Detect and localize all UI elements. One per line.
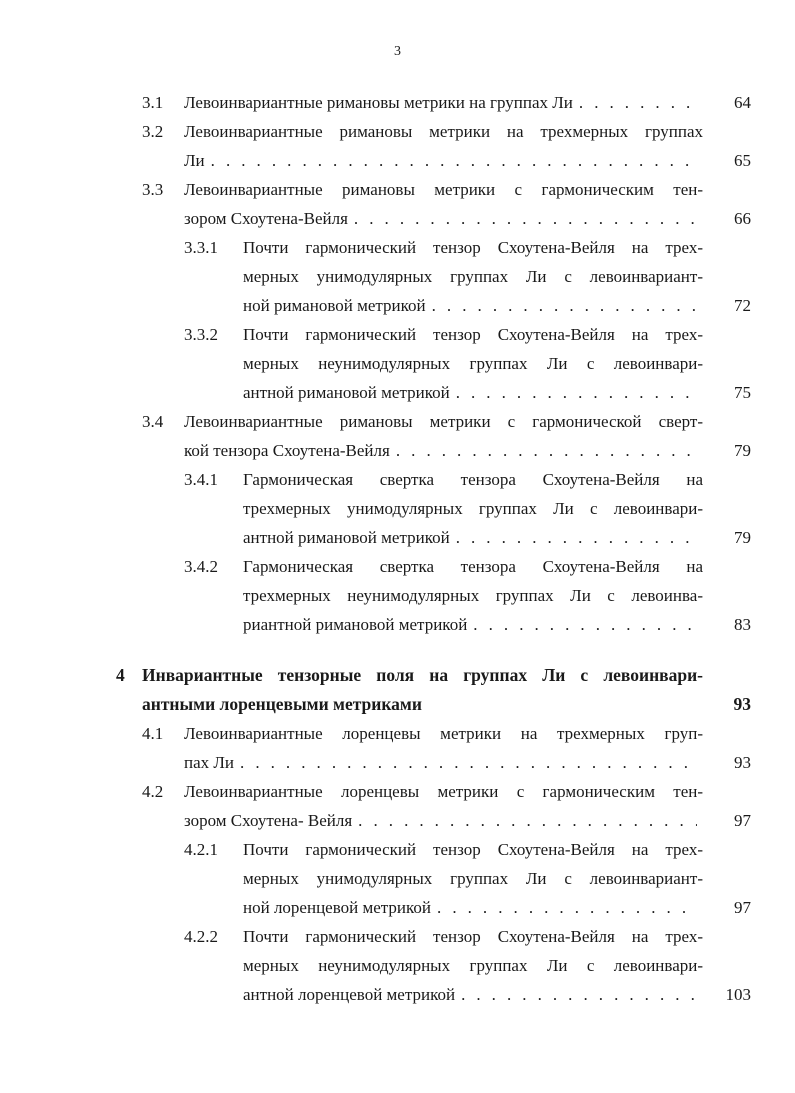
toc-title-line: Почти гармонический тензор Схоутена-Вейля на трех- bbox=[243, 927, 703, 946]
dot-leader bbox=[358, 806, 697, 835]
toc-page-number: 66 bbox=[734, 209, 751, 228]
toc-title-line: Почти гармонический тензор Схоутена-Вейля на трех- bbox=[243, 238, 703, 257]
page-number: 3 bbox=[394, 44, 401, 59]
dot-leader bbox=[579, 88, 697, 117]
toc-title-line: Левоинвариантные лоренцевы метрики на трехмерных груп- bbox=[184, 724, 703, 743]
dot-leader bbox=[461, 980, 697, 1009]
toc-entry-3-3-2[interactable] bbox=[0, 320, 795, 407]
toc-title-line: Почти гармонический тензор Схоутена-Вейля на трех- bbox=[243, 840, 703, 859]
toc-page-number: 83 bbox=[734, 615, 751, 634]
toc-number: 3.4.1 bbox=[184, 470, 218, 489]
toc-title-line: риантной римановой метрикой bbox=[243, 615, 468, 634]
toc-page-number: 93 bbox=[733, 694, 751, 714]
toc-page-number: 79 bbox=[734, 528, 751, 547]
toc-page-number: 65 bbox=[734, 151, 751, 170]
toc-entry-4-2[interactable] bbox=[0, 777, 795, 835]
toc-entry-3-4[interactable] bbox=[0, 407, 795, 465]
toc-title-line: Гармоническая свертка тензора Схоутена-Вейля на bbox=[243, 557, 703, 576]
dot-leader bbox=[432, 291, 697, 320]
toc-title-line: мерных неунимодулярных группах Ли с левоинвари- bbox=[243, 956, 703, 975]
table-of-contents bbox=[0, 88, 795, 1009]
toc-title-line: Левоинвариантные римановы метрики с гармонической сверт- bbox=[184, 412, 703, 431]
dot-leader bbox=[211, 146, 697, 175]
dot-leader bbox=[473, 610, 697, 639]
toc-entry-4-2-1[interactable] bbox=[0, 835, 795, 922]
toc-title-line: Ли bbox=[184, 151, 205, 170]
toc-number: 3.2 bbox=[142, 122, 164, 141]
toc-page-number: 75 bbox=[734, 383, 751, 402]
toc-entry-3-4-1[interactable] bbox=[0, 465, 795, 552]
toc-number: 3.4 bbox=[142, 412, 164, 431]
dot-leader bbox=[437, 893, 697, 922]
toc-title-line: Левоинвариантные римановы метрики на группах Ли bbox=[184, 93, 573, 112]
toc-title-line: ной лоренцевой метрикой bbox=[243, 898, 432, 917]
toc-title-line: антной римановой метрикой bbox=[243, 528, 450, 547]
toc-title-line: антной лоренцевой метрикой bbox=[243, 985, 456, 1004]
toc-page-number: 103 bbox=[725, 985, 751, 1004]
toc-page-number: 72 bbox=[734, 296, 751, 315]
toc-page-number: 97 bbox=[734, 898, 751, 917]
toc-title-line: Гармоническая свертка тензора Схоутена-Вейля на bbox=[243, 470, 703, 489]
toc-number: 4.2 bbox=[142, 782, 164, 801]
toc-entry-3-1[interactable] bbox=[0, 88, 795, 117]
toc-title-line: пах Ли bbox=[184, 753, 235, 772]
toc-title-line: Левоинвариантные лоренцевы метрики с гармоническим тен- bbox=[184, 782, 703, 801]
toc-title-line: Левоинвариантные римановы метрики на трехмерных группах bbox=[184, 122, 703, 141]
toc-number: 3.1 bbox=[142, 93, 164, 112]
toc-title-line: трехмерных неунимодулярных группах Ли с левоинва- bbox=[243, 586, 703, 605]
toc-entry-3-3[interactable] bbox=[0, 175, 795, 233]
toc-title-line: Почти гармонический тензор Схоутена-Вейля на трех- bbox=[243, 325, 703, 344]
toc-chapter-number: 4 bbox=[116, 665, 125, 685]
dot-leader bbox=[240, 748, 697, 777]
dot-leader bbox=[354, 204, 697, 233]
toc-title-line: Левоинвариантные римановы метрики с гармоническим тен- bbox=[184, 180, 703, 199]
toc-number: 3.4.2 bbox=[184, 557, 218, 576]
toc-title-line: зором Схоутена-Вейля bbox=[184, 209, 348, 228]
dot-leader bbox=[456, 523, 697, 552]
toc-title-line: ной римановой метрикой bbox=[243, 296, 426, 315]
toc-number: 4.1 bbox=[142, 724, 164, 743]
toc-title-line: мерных унимодулярных группах Ли с левоинвариант- bbox=[243, 267, 703, 286]
toc-title-line: антной римановой метрикой bbox=[243, 383, 450, 402]
toc-number: 3.3.2 bbox=[184, 325, 218, 344]
dot-leader bbox=[396, 436, 697, 465]
toc-number: 3.3 bbox=[142, 180, 164, 199]
toc-page-number: 97 bbox=[734, 811, 751, 830]
toc-number: 3.3.1 bbox=[184, 238, 218, 257]
toc-chapter-4[interactable] bbox=[0, 661, 795, 719]
toc-title-line: трехмерных унимодулярных группах Ли с левоинвари- bbox=[243, 499, 703, 518]
toc-entry-3-4-2[interactable] bbox=[0, 552, 795, 639]
toc-page-number: 64 bbox=[734, 93, 751, 112]
toc-page-number: 79 bbox=[734, 441, 751, 460]
toc-title-line: кой тензора Схоутена-Вейля bbox=[184, 441, 390, 460]
dot-leader bbox=[456, 378, 697, 407]
toc-chapter-title-line: Инвариантные тензорные поля на группах Ли с левоинвари- bbox=[142, 665, 703, 685]
toc-entry-3-2[interactable] bbox=[0, 117, 795, 175]
toc-entry-4-1[interactable] bbox=[0, 719, 795, 777]
toc-chapter-title-line: антными лоренцевыми метриками bbox=[142, 694, 422, 714]
toc-number: 4.2.2 bbox=[184, 927, 218, 946]
toc-entry-3-3-1[interactable] bbox=[0, 233, 795, 320]
toc-entry-4-2-2[interactable] bbox=[0, 922, 795, 1009]
toc-title-line: зором Схоутена- Вейля bbox=[184, 811, 353, 830]
toc-title-line: мерных унимодулярных группах Ли с левоинвариант- bbox=[243, 869, 703, 888]
toc-number: 4.2.1 bbox=[184, 840, 218, 859]
toc-page-number: 93 bbox=[734, 753, 751, 772]
toc-title-line: мерных неунимодулярных группах Ли с левоинвари- bbox=[243, 354, 703, 373]
